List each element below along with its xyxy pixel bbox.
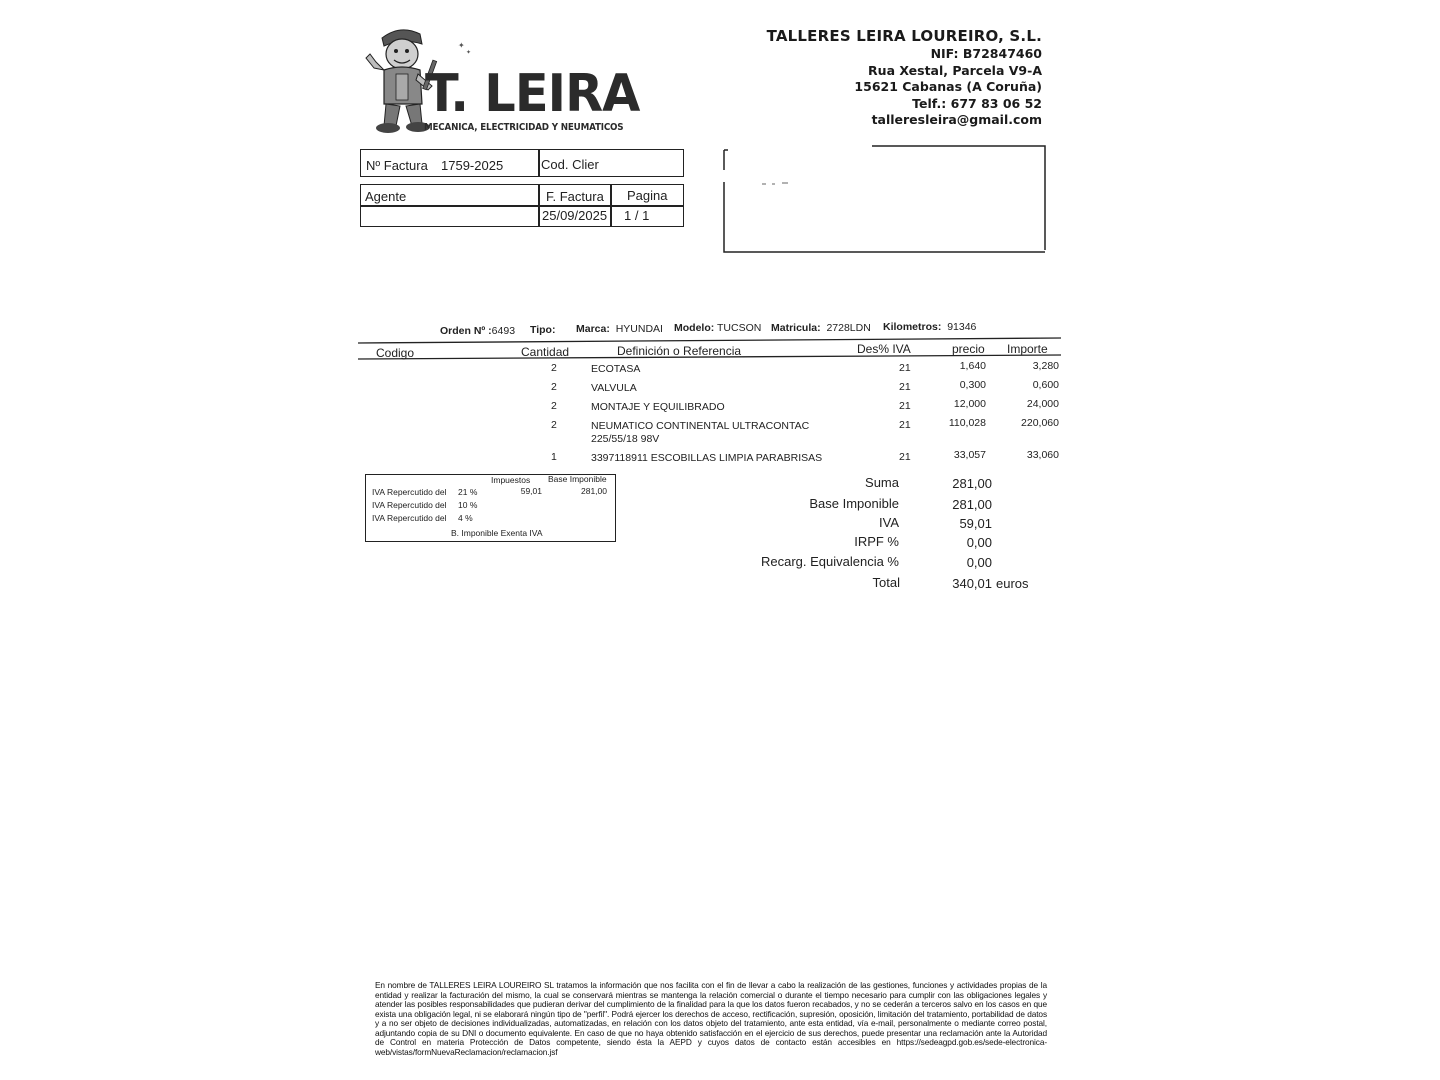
invoice-number-label: Nº Factura [366,158,428,173]
tax-row-rate: 21 % [458,487,478,497]
item-price: 12,000 [953,398,986,410]
item-description: NEUMATICO CONTINENTAL ULTRACONTAC [591,420,810,432]
type-label: Tipo: [530,324,556,336]
item-qty: 2 [551,419,557,431]
company-nif: NIF: B72847460 [930,46,1042,61]
totals-row-value: 281,00 [952,476,992,491]
tax-row-rate: 4 % [458,513,473,523]
col-header-qty: Cantidad [521,345,570,359]
col-header-price: precio [952,342,985,356]
company-info [767,26,1042,129]
item-qty: 2 [551,400,557,412]
item-qty: 2 [551,381,557,393]
item-iva: 21 [899,451,911,463]
company-address-2: 15621 Cabanas (A Coruña) [854,79,1042,95]
svg-text:✦: ✦ [458,41,465,50]
vehicle-model: Modelo: TUCSON [674,322,762,334]
svg-text:✦: ✦ [466,50,472,56]
item-description: 3397118911 ESCOBILLAS LIMPIA PARABRISAS [591,452,823,464]
totals-row-label: Recarg. Equivalencia % [760,554,899,569]
table-row [0,417,1440,445]
company-address-1: Rua Xestal, Parcela V9-A [868,62,1042,78]
item-price: 1,640 [959,360,986,372]
invoice-number: 1759-2025 [441,158,504,173]
item-amount: 24,000 [1026,398,1059,410]
item-price: 110,028 [948,417,986,429]
tax-row-label: IVA Repercutido del [372,500,447,510]
tax-col-base: Base Imponible [548,474,607,484]
company-email: talleresleira@gmail.com [871,112,1042,128]
exempt-base-label: B. Imponible Exenta IVA [451,528,543,538]
total-value: 340,01 [952,576,992,591]
totals-row-label: Suma [865,475,899,490]
divider [360,205,684,207]
item-iva: 21 [899,362,911,374]
item-amount: 0,600 [1032,379,1059,391]
tax-col-taxes: Impuestos [491,475,531,485]
client-address-box [720,142,1050,257]
vehicle-brand: Marca: HYUNDAI [576,323,663,335]
totals-row-value: 281,00 [952,497,992,512]
brand-name: T. LEIRA [425,64,640,124]
total-label: Total [872,575,900,590]
item-description: ECOTASA [591,363,641,375]
item-amount: 220,060 [1021,417,1059,429]
vehicle-km: Kilometros: 91346 [883,321,977,333]
item-description: VALVULA [591,382,637,394]
order-number: Orden Nº :6493 [440,325,516,337]
col-header-amount: Importe [1007,342,1048,356]
privacy-notice: En nombre de TALLERES LEIRA LOUREIRO SL tratamos la información que nos facilita con el fin de llevar a cabo la realización de las gestiones, funciones y actividades propias de la entidad y realizar la facturación del mismo, la cual se conservará mientras se mantenga la relación comercial o durante el tiempo necesario para cumplir con las obligaciones legales y atender las posibles responsabilidades que pudieran derivar del cumplimiento de la finalidad para la que los datos fueron recabados, y no se cederán a terceros salvo en los casos en que exista una obligación legal, ni se elaborará ningún tipo de "perfil". Podrá ejercer los derechos de acceso, rectificación, supresión, oposición, limitación del tratamiento, portabilidad de datos y a no ser objeto de decisiones individualizadas, automatizadas, en relación con los datos objeto del tratamiento, ante esta entidad, vía e-mail, personalmente o mediante correo postal, adjuntando copia de su DNI o documento equivalente. En caso de que no haya obtenido satisfacción en el ejercicio de sus derechos, puede presentar una reclamación ante la Autoridad de Control en materia Protección de Datos competente, siendo ésta la AEPD y cuyos datos de contacto están accesibles en https://sedeagpd.gob.es/sede-electronica-web/vistas/formNuevaReclamacion/reclamacion.jsf [375,980,1047,1057]
item-price: 0,300 [959,379,986,391]
vehicle-plate: Matricula: 2728LDN [771,322,871,334]
item-price: 33,057 [953,449,986,461]
divider [610,184,612,227]
item-iva: 21 [899,381,911,393]
item-amount: 33,060 [1026,449,1059,461]
item-description-line-2: 225/55/18 98V [591,433,660,445]
tax-row-rate: 10 % [458,500,478,510]
item-iva: 21 [899,400,911,412]
totals-row-label: IRPF % [854,534,899,549]
tax-row-label: IVA Repercutido del [372,513,447,523]
tax-row-amount: 59,01 [520,486,542,496]
divider [538,149,540,177]
col-header-disc-iva: Des% IVA [857,342,911,356]
total-currency: euros [996,576,1029,591]
tax-row-label: IVA Repercutido del [372,487,447,497]
table-row [0,400,1440,418]
company-name: TALLERES LEIRA LOUREIRO, S.L. [766,27,1042,45]
item-description: MONTAJE Y EQUILIBRADO [591,401,725,413]
totals-row-value: 0,00 [966,535,992,550]
table-row [0,381,1440,399]
item-iva: 21 [899,419,911,431]
client-code-label: Cod. Clier [541,157,599,172]
brand-tagline: MECANICA, ELECTRICIDAD Y NEUMATICOS [424,122,624,133]
totals-row-value: 0,00 [966,555,992,570]
table-row [0,362,1440,380]
page-label: Pagina [627,188,668,203]
invoice-date: 25/09/2025 [542,208,608,223]
item-qty: 2 [551,362,557,374]
totals-row-label: Base Imponible [809,496,899,511]
page-number: 1 / 1 [624,208,650,223]
company-phone: Telf.: 677 83 06 52 [912,95,1042,111]
totals-row-value: 59,01 [959,516,992,531]
item-amount: 3,280 [1032,360,1059,372]
invoice-date-label: F. Factura [546,189,604,204]
table-row [0,451,1440,469]
divider [538,184,540,227]
item-qty: 1 [551,451,557,463]
col-header-code: Codigo [376,346,415,360]
tax-row-base: 281,00 [581,486,607,496]
agent-label: Agente [365,189,407,204]
col-header-desc: Definición o Referencia [617,344,742,358]
totals-row-label: IVA [879,515,899,530]
